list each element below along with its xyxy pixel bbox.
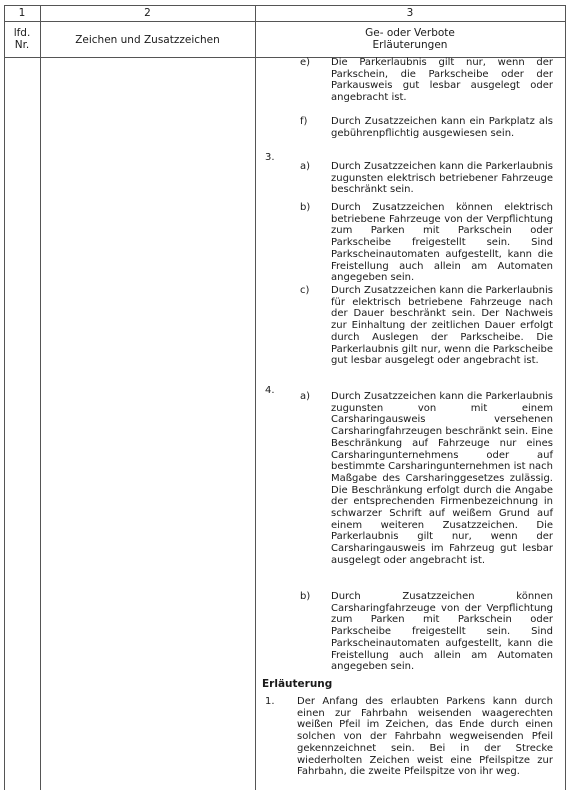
item-text-f: Durch Zusatzzeichen kann ein Parkplatz als gebührenpflichtig ausgewiesen sein.: [331, 116, 553, 139]
item-text-3a: Durch Zusatzzeichen kann die Parkerlaubnis zugunsten elektrisch betriebener Fahrzeuge beschränkt sein.: [331, 161, 553, 196]
col3-number: 3: [406, 7, 414, 19]
section-4-number: 4.: [265, 385, 275, 396]
item-text-4b: Durch Zusatzzeichen können Carsharingfahrzeuge von der Verpflichtung zum Parken mit Parkschein oder Parkscheibe freigestellt sein. Sind Parkscheinautomaten aufgestellt, kann die Freistellung auch allein am Automaten angegeben sein.: [331, 591, 553, 673]
col1-number: 1: [18, 7, 26, 19]
table-top-border: [4, 5, 566, 6]
erlaeuterung-text: Der Anfang des erlaubten Parkens kann durch einen zur Fahrbahn weisenden waagerechten weißen Pfeil im Zeichen, das Ende durch einen solchen von der Fahrbahn wegweisenden Pfeil gekennzeichnet sein. Bei in der Strecke wiederholten Zeichen weist eine Pfeilspitze zur Fahrbahn, die zweite Pfeilspitze von ihr weg.: [297, 696, 553, 778]
item-text-e: Die Parkerlaubnis gilt nur, wenn der Parkschein, die Parkscheibe oder der Parkausweis gut lesbar ausgelegt oder angebracht ist.: [331, 57, 553, 104]
header-number-row-border: [4, 21, 566, 22]
item-letter-4b: b): [300, 591, 311, 602]
item-letter-3b: b): [300, 202, 311, 213]
item-letter-3c: c): [300, 285, 310, 296]
col3-label: Ge- oder Verbote Erläuterungen: [365, 27, 455, 51]
col2-label: Zeichen und Zusatzzeichen: [75, 34, 220, 46]
item-text-3b: Durch Zusatzzeichen können elektrisch betriebene Fahrzeuge von der Verpflichtung zum Parken mit Parkschein oder Parkscheibe freigestellt sein. Sind Parkscheinautomaten aufgestellt, kann die Freistellung auch allein am Automaten angegeben sein.: [331, 202, 553, 284]
col1-col2-divider: [40, 5, 41, 790]
col2-col3-divider: [255, 5, 256, 790]
item-text-3c: Durch Zusatzzeichen kann die Parkerlaubnis für elektrisch betriebene Fahrzeuge nach der Dauer beschränkt sein. Der Nachweis zur Einhaltung der zeitlichen Dauer erfolgt durch Auslegen der Parkscheibe. Die Parkerlaubnis gilt nur, wenn die Parkscheibe gut lesbar ausgelegt oder angebracht ist.: [331, 285, 553, 367]
col2-number: 2: [144, 7, 151, 19]
item-letter-4a: a): [300, 391, 311, 402]
section-3-number: 3.: [265, 152, 275, 163]
item-letter-3a: a): [300, 161, 311, 172]
erlaeuterung-number: 1.: [265, 696, 275, 707]
regulation-table: [4, 5, 566, 790]
col1-label: lfd. Nr.: [13, 27, 31, 51]
item-text-4a: Durch Zusatzzeichen kann die Parkerlaubnis zugunsten von mit einem Carsharingausweis versehenen Carsharingfahrzeugen beschränkt sein. Eine Beschränkung auf Fahrzeuge nur eines Carsharingunternehmens oder auf bestimmte Carsharingunternehmen ist nach Maßgabe des Carsharinggesetzes zulässig. Die Beschränkung erfolgt durch die Angabe der entsprechenden Firmenbezeichnung in schwarzer Schrift auf weißem Grund auf einem weiteren Zusatzzeichen. Die Parkerlaubnis gilt nur, wenn der Carsharingausweis im Fahrzeug gut lesbar ausgelegt oder angebracht ist.: [331, 391, 553, 566]
item-letter-f: f): [300, 116, 308, 127]
erlaeuterung-heading: Erläuterung: [262, 678, 333, 690]
table-left-border: [4, 5, 5, 790]
table-right-border: [565, 5, 566, 790]
item-letter-e: e): [300, 57, 311, 68]
